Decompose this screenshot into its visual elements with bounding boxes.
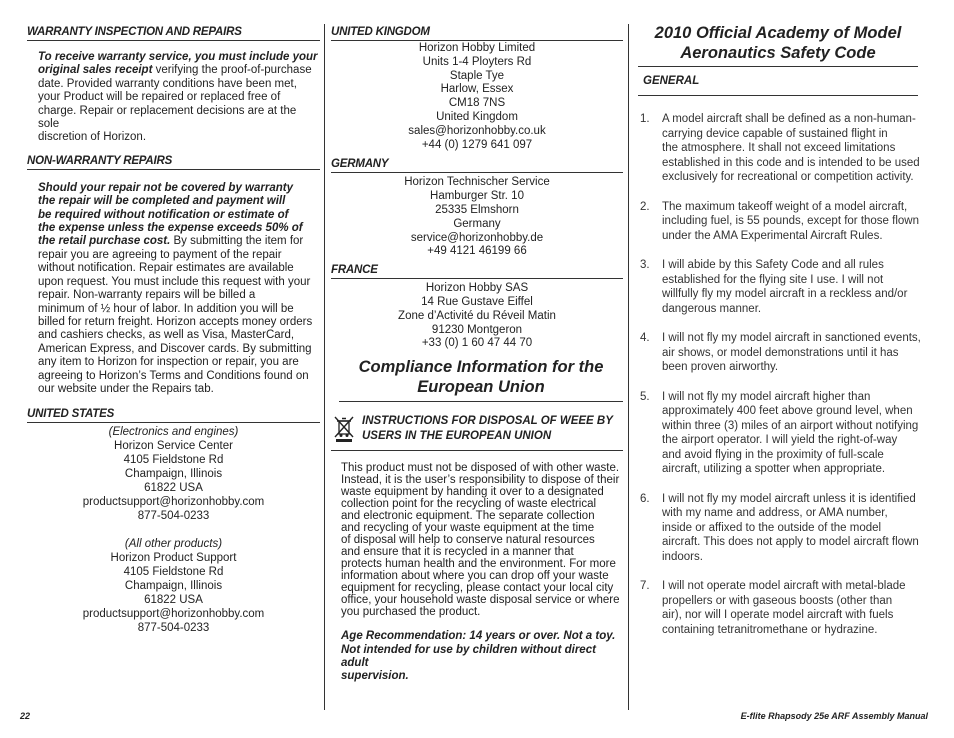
safety-code-title-line-2: Aeronautics Safety Code	[680, 43, 876, 62]
rule-number: 5.	[640, 390, 650, 403]
warranty-text-2: date. Provided warranty conditions have been met,	[38, 77, 297, 90]
nw-bold-2: the repair will be completed and payment will	[38, 195, 286, 208]
rule-line: established for the flying site I use. I will not	[662, 273, 884, 286]
rule-line: the airport operator. I will yield the right-of-way	[662, 434, 898, 446]
weee-bin-icon	[334, 416, 354, 442]
weee-line: protects human health and the environment. For more	[341, 558, 616, 571]
rule-line: indoors.	[662, 550, 703, 563]
us-email: productsupport@horizonhobby.com	[82, 608, 265, 621]
rule-line: including fuel, is 55 pounds, except for those flown	[662, 215, 919, 227]
weee-line: and ensure that it is recycled in a manner that	[341, 546, 574, 559]
rule-item	[640, 492, 928, 565]
weee-line: and electronic equipment. The separate collection	[341, 510, 595, 523]
weee-line: Instead, it is the user’s responsibility to dispose of their	[341, 474, 620, 487]
uk-address	[331, 42, 623, 152]
weee-line: waste equipment by handing it over to a designated	[341, 486, 604, 499]
rule-line: I will not fly my model aircraft unless it is identified	[662, 492, 916, 505]
nw-bold-4: the expense unless the expense exceeds 50% of	[38, 222, 303, 235]
rule-line: I will not operate model aircraft with metal-blade	[662, 580, 906, 592]
weee-line: you purchased the product.	[341, 606, 481, 619]
us-address-line: Champaign, Illinois	[124, 580, 223, 593]
general-heading: GENERAL	[643, 75, 700, 87]
us-address-line: 61822 USA	[144, 594, 203, 607]
us-address-electronics	[27, 425, 320, 523]
rule-line: carrying device capable of sustained flight in	[662, 127, 888, 140]
rule-item	[640, 200, 928, 244]
de-address-line: Horizon Technischer Service	[404, 176, 550, 189]
rule-item	[640, 579, 928, 637]
us-phone: 877-504-0233	[137, 510, 210, 523]
us-address-line: 4105 Fieldstone Rd	[123, 454, 224, 467]
rule-item	[640, 112, 928, 185]
warranty-bold-1: To receive warranty service, you must include your	[38, 51, 318, 63]
rule-item	[640, 390, 928, 477]
warranty-text-4: charge. Repair or replacement decisions are at the sole	[38, 104, 297, 131]
column-divider-2	[628, 24, 629, 710]
rule-number: 2.	[640, 200, 650, 213]
rule-line: The maximum takeoff weight of a model aircraft,	[662, 200, 908, 213]
weee-line: equipment for recycling, please contact your local city	[341, 582, 614, 595]
rule-line: I will not fly my model aircraft in sanctioned events,	[662, 332, 921, 344]
rule-line: the atmosphere. It shall not exceed limitations	[662, 142, 896, 154]
us-address-line: Horizon Product Support	[110, 552, 237, 565]
weee-line: and recycling of your waste equipment at the time	[341, 522, 595, 535]
fr-phone: +33 (0) 1 60 47 44 70	[421, 337, 533, 350]
weee-line: This product must not be disposed of with other waste.	[341, 462, 620, 475]
us-phone: 877-504-0233	[137, 622, 210, 635]
manual-title: E-flite Rhapsody 25e ARF Assembly Manual	[740, 711, 928, 721]
france-address	[331, 282, 623, 351]
age-line: supervision.	[341, 670, 409, 683]
nw-bold-5: the retail purchase cost.	[38, 235, 171, 248]
warranty-text-5: discretion of Horizon.	[38, 131, 147, 144]
rule-line: I will abide by this Safety Code and all rules	[662, 259, 884, 271]
weee-heading-block	[331, 414, 623, 451]
fr-address-line: Horizon Hobby SAS	[425, 282, 529, 295]
us-address-line: (All other products)	[124, 538, 223, 551]
warranty-bold-2: original sales receipt	[38, 64, 153, 77]
france-heading: FRANCE	[331, 264, 623, 279]
fr-address-line: 14 Rue Gustave Eiffel	[421, 295, 533, 308]
page-number: 22	[20, 711, 31, 721]
left-column	[27, 18, 320, 635]
rule-line: air shows, or model demonstrations until it has	[662, 346, 899, 359]
compliance-title-line-2: European Union	[417, 377, 545, 396]
rule-line: willfully fly my model aircraft in a reckless and/or	[662, 288, 908, 300]
age-recommendation	[331, 630, 623, 684]
nw-text-9: American Express, and Discover cards. By submitting	[38, 342, 312, 355]
general-heading-block	[638, 71, 918, 96]
nw-text-11: agreeing to Horizon’s Terms and Conditions found on	[38, 369, 309, 382]
de-address-line: Hamburger Str. 10	[430, 190, 524, 203]
rule-line: and avoid flying in the proximity of full-scale	[662, 448, 884, 461]
weee-heading-line-2: USERS IN THE EUROPEAN UNION	[362, 430, 552, 443]
rule-line: propellers or with gaseous boosts (other than	[662, 594, 893, 607]
nw-text-2: repair you are agreeing to payment of the repair	[38, 248, 282, 261]
weee-paragraph	[331, 462, 623, 618]
age-line: Not intended for use by children without direct adult	[341, 643, 596, 669]
nw-text-1: By submitting the item for	[170, 235, 304, 248]
de-address-line: Germany	[453, 217, 501, 230]
nw-text-10: any item to Horizon for inspection or repair, you are	[38, 356, 299, 369]
nw-bold-1: Should your repair not be covered by warranty	[38, 181, 293, 194]
weee-line: of disposal will help to conserve natural resources	[341, 534, 595, 547]
rule-number: 6.	[640, 492, 650, 505]
us-email: productsupport@horizonhobby.com	[82, 496, 265, 509]
germany-address	[331, 176, 623, 259]
warranty-paragraph	[27, 51, 320, 145]
uk-phone: +44 (0) 1279 641 097	[421, 138, 533, 151]
rule-line: A model aircraft shall be defined as a non-human-	[662, 113, 916, 125]
rule-line: been proven airworthy.	[662, 361, 779, 373]
weee-line: collection point for the recycling of waste electrical	[341, 498, 597, 511]
nw-text-5: repair. Non-warranty repairs will be billed a	[38, 289, 256, 302]
nw-text-8: and cashiers checks, as well as Visa, MasterCard,	[38, 329, 295, 342]
weee-line: office, your household waste disposal service or where	[341, 594, 620, 607]
warranty-heading: WARRANTY INSPECTION AND REPAIRS	[27, 26, 320, 41]
safety-code-title	[638, 24, 918, 67]
rule-line: air), nor will I operate model aircraft with fuels	[662, 609, 894, 621]
rule-line: aircraft, utilizing a spotter when appropriate.	[662, 463, 886, 475]
de-email: service@horizonhobby.de	[410, 231, 544, 244]
rule-number: 7.	[640, 580, 650, 592]
uk-address-line: Harlow, Essex	[440, 83, 514, 96]
rule-line: exclusively for recreational or competition activity.	[662, 171, 914, 183]
us-address-other	[27, 537, 320, 635]
rule-number: 1.	[640, 113, 650, 125]
safety-code-title-line-1: 2010 Official Academy of Model	[654, 24, 902, 42]
uk-address-line: Horizon Hobby Limited	[418, 42, 536, 54]
fr-address-line: 91230 Montgeron	[431, 323, 523, 336]
fr-address-line: Zone d’Activité du Réveil Matin	[398, 309, 556, 322]
uk-address-line: CM18 7NS	[448, 97, 506, 110]
rule-item	[640, 331, 928, 375]
uk-heading: UNITED KINGDOM	[331, 26, 623, 41]
rule-item	[640, 258, 928, 316]
weee-line: information about where you can drop off your waste	[341, 570, 609, 583]
rule-line: approximately 400 feet above ground level, when	[662, 405, 913, 417]
nw-bold-3: be required without notification or estimate of	[38, 208, 289, 221]
uk-address-line: United Kingdom	[436, 110, 518, 123]
us-address-line: 61822 USA	[144, 482, 203, 495]
nw-text-7: billed for return freight. Horizon accepts money orders	[38, 315, 313, 328]
rule-line: dangerous manner.	[662, 302, 762, 315]
compliance-title	[339, 358, 623, 402]
rule-line: under the AMA Experimental Aircraft Rules.	[662, 229, 883, 242]
de-phone: +49 4121 46199 66	[427, 245, 527, 258]
uk-address-line: Units 1-4 Ployters Rd	[422, 55, 532, 68]
right-column	[638, 18, 928, 637]
us-address-line: (Electronics and engines)	[108, 426, 239, 439]
rule-line: inside or affixed to the outside of the model	[662, 521, 882, 534]
compliance-title-line-1: Compliance Information for the	[358, 358, 604, 377]
age-line: Age Recommendation: 14 years or over. Not a toy.	[341, 630, 616, 643]
uk-email: sales@horizonhobby.co.uk	[408, 124, 546, 137]
rule-number: 3.	[640, 259, 650, 271]
nonwarranty-heading: NON-WARRANTY REPAIRS	[27, 155, 320, 170]
nw-text-6: minimum of ½ hour of labor. In addition you will be	[38, 302, 294, 315]
uk-address-line: Staple Tye	[449, 69, 505, 82]
warranty-text-3: your Product will be repaired or replaced free of	[38, 91, 281, 104]
nonwarranty-paragraph	[27, 182, 320, 397]
nw-text-4: upon request. You must include this request with your	[38, 275, 311, 288]
rule-line: within three (3) miles of an airport without notifying	[662, 419, 919, 432]
rule-line: with my name and address, or AMA number,	[662, 507, 888, 519]
rule-line: aircraft. This does not apply to model aircraft flown	[662, 536, 919, 548]
middle-column	[331, 18, 623, 684]
rule-line: established in this code and is intended to be used	[662, 156, 920, 169]
nw-text-3: without notification. Repair estimates are available	[38, 262, 294, 275]
safety-rules-list	[638, 112, 928, 637]
germany-heading: GERMANY	[331, 158, 623, 173]
us-address-line: Champaign, Illinois	[124, 468, 223, 481]
nw-text-12: our website under the Repairs tab.	[38, 382, 214, 395]
de-address-line: 25335 Elmshorn	[435, 203, 519, 216]
us-address-line: Horizon Service Center	[114, 440, 233, 453]
us-heading: UNITED STATES	[27, 408, 320, 423]
warranty-text-1: verifying the proof-of-purchase	[152, 64, 312, 77]
rule-number: 4.	[640, 332, 650, 344]
rule-line: I will not fly my model aircraft higher than	[662, 390, 871, 403]
rule-line: containing tetranitromethane or hydrazine.	[662, 623, 878, 636]
us-address-line: 4105 Fieldstone Rd	[123, 566, 224, 579]
column-divider-1	[324, 24, 325, 710]
weee-heading-line-1: INSTRUCTIONS FOR DISPOSAL OF WEEE BY	[362, 415, 613, 428]
